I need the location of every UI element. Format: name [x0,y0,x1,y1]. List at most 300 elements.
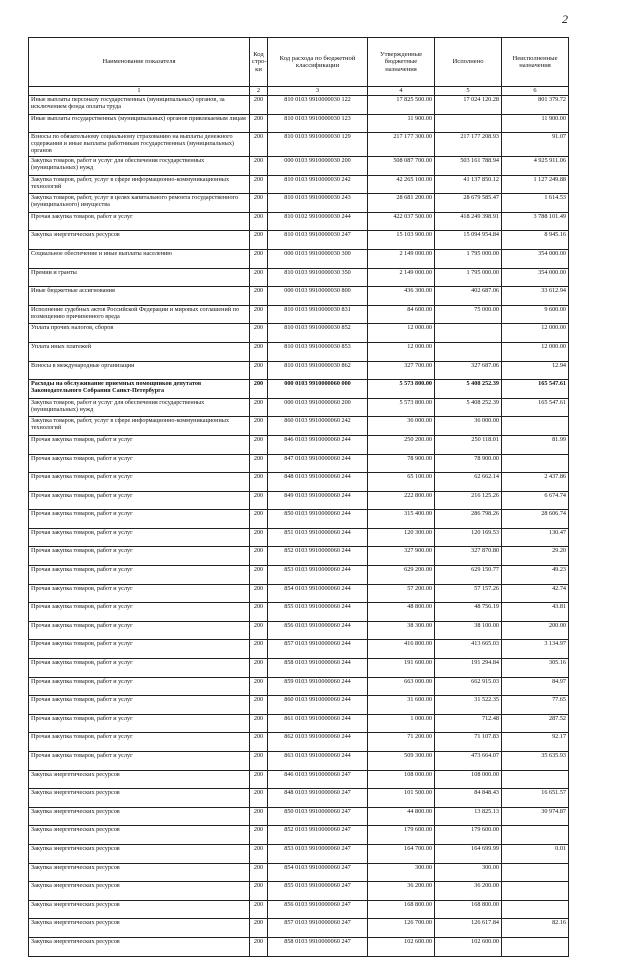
line-code-cell: 200 [250,380,268,399]
unexecuted-amount-cell: 12 000.00 [502,324,569,343]
column-number: 6 [502,87,569,96]
executed-amount-cell: 36 200.00 [435,882,502,901]
table-row [29,863,569,882]
table-row [29,807,569,826]
executed-amount-cell: 168 800.00 [435,900,502,919]
executed-amount-cell: 191 294.84 [435,659,502,678]
line-code-cell: 200 [250,919,268,938]
expense-code-cell: 857 0103 9910000060 244 [268,640,368,659]
expense-code-cell: 850 0103 9910000060 247 [268,807,368,826]
executed-amount-cell: 38 100.00 [435,621,502,640]
approved-amount-cell: 78 900.00 [368,454,435,473]
table-header-row [29,38,569,87]
approved-amount-cell: 38 300.00 [368,621,435,640]
indicator-name-cell: Прочая закупка товаров, работ и услуг [29,547,250,566]
approved-amount-cell: 44 800.00 [368,807,435,826]
executed-amount-cell: 179 600.00 [435,826,502,845]
indicator-name-cell: Прочая закупка товаров, работ и услуг [29,528,250,547]
table-row [29,157,569,176]
expense-code-cell: 861 0103 9910000060 244 [268,714,368,733]
approved-amount-cell: 28 681 200.00 [368,194,435,213]
line-code-cell: 200 [250,133,268,157]
indicator-name-cell: Закупка товаров, работ, услуг в сфере информационно-коммуникационных технологий [29,417,250,436]
expense-code-cell: 860 0103 9910000060 244 [268,696,368,715]
unexecuted-amount-cell: 28 606.74 [502,510,569,529]
table-row [29,398,569,417]
expense-code-cell: 858 0103 9910000060 247 [268,937,368,956]
line-code-cell: 200 [250,268,268,287]
indicator-name-cell: Прочая закупка товаров, работ и услуг [29,566,250,585]
approved-amount-cell: 315 400.00 [368,510,435,529]
indicator-name-cell: Прочая закупка товаров, работ и услуг [29,435,250,454]
approved-amount-cell: 71 200.00 [368,733,435,752]
approved-amount-cell: 168 800.00 [368,900,435,919]
approved-amount-cell: 126 700.00 [368,919,435,938]
expense-code-cell: 859 0103 9910000060 244 [268,677,368,696]
unexecuted-amount-cell: 200.00 [502,621,569,640]
unexecuted-amount-cell: 9 600.00 [502,305,569,324]
expense-code-cell: 000 0103 9910000060 200 [268,398,368,417]
indicator-name-cell: Взносы в международные организации [29,361,250,380]
table-row [29,584,569,603]
expense-code-cell: 849 0103 9910000060 244 [268,491,368,510]
executed-amount-cell: 17 024 120.28 [435,96,502,115]
expense-code-cell: 860 0103 9910000060 242 [268,417,368,436]
column-number: 5 [435,87,502,96]
unexecuted-amount-cell: 4 925 911.06 [502,157,569,176]
executed-amount-cell: 5 408 252.39 [435,380,502,399]
table-row [29,114,569,133]
approved-amount-cell: 17 825 500.00 [368,96,435,115]
table-row [29,305,569,324]
unexecuted-amount-cell [502,454,569,473]
approved-amount-cell: 508 087 700.00 [368,157,435,176]
table-row [29,417,569,436]
executed-amount-cell: 31 522.35 [435,696,502,715]
approved-amount-cell: 1 000.00 [368,714,435,733]
approved-amount-cell: 250 200.00 [368,435,435,454]
line-code-cell: 200 [250,435,268,454]
header-unexecuted: Неисполненные назначения [502,38,569,87]
table-row [29,473,569,492]
unexecuted-amount-cell: 165 547.61 [502,380,569,399]
column-number: 4 [368,87,435,96]
executed-amount-cell: 473 664.07 [435,752,502,771]
expense-code-cell: 853 0103 9910000060 247 [268,844,368,863]
table-row [29,603,569,622]
approved-amount-cell: 191 600.00 [368,659,435,678]
approved-amount-cell: 2 149 000.00 [368,249,435,268]
unexecuted-amount-cell [502,863,569,882]
unexecuted-amount-cell: 16 651.57 [502,789,569,808]
executed-amount-cell: 13 825.13 [435,807,502,826]
approved-amount-cell: 36 000.00 [368,417,435,436]
indicator-name-cell: Прочая закупка товаров, работ и услуг [29,752,250,771]
expense-code-cell: 810 0103 9910000030 243 [268,194,368,213]
executed-amount-cell: 108 000.00 [435,770,502,789]
unexecuted-amount-cell [502,826,569,845]
line-code-cell: 200 [250,114,268,133]
executed-amount-cell: 327 870.80 [435,547,502,566]
executed-amount-cell: 164 699.99 [435,844,502,863]
table-row [29,231,569,250]
unexecuted-amount-cell: 354 000.00 [502,249,569,268]
line-code-cell: 200 [250,175,268,194]
approved-amount-cell: 65 100.00 [368,473,435,492]
table-row [29,826,569,845]
table-row [29,900,569,919]
expense-code-cell: 850 0103 9910000060 244 [268,510,368,529]
table-row [29,342,569,361]
executed-amount-cell: 216 125.26 [435,491,502,510]
indicator-name-cell: Уплата иных платежей [29,342,250,361]
unexecuted-amount-cell: 92.17 [502,733,569,752]
table-row [29,696,569,715]
expense-code-cell: 852 0103 9910000060 244 [268,547,368,566]
executed-amount-cell: 662 915.03 [435,677,502,696]
line-code-cell: 200 [250,844,268,863]
unexecuted-amount-cell [502,937,569,956]
line-code-cell: 200 [250,621,268,640]
line-code-cell: 200 [250,714,268,733]
indicator-name-cell: Прочая закупка товаров, работ и услуг [29,659,250,678]
indicator-name-cell: Премии и гранты [29,268,250,287]
approved-amount-cell: 300.00 [368,863,435,882]
table-row [29,621,569,640]
line-code-cell: 200 [250,807,268,826]
line-code-cell: 200 [250,640,268,659]
line-code-cell: 200 [250,677,268,696]
indicator-name-cell: Прочая закупка товаров, работ и услуг [29,473,250,492]
expense-code-cell: 858 0103 9910000060 244 [268,659,368,678]
line-code-cell: 200 [250,361,268,380]
executed-amount-cell [435,342,502,361]
line-code-cell: 200 [250,937,268,956]
indicator-name-cell: Прочая закупка товаров, работ и услуг [29,212,250,231]
indicator-name-cell: Уплата прочих налогов, сборов [29,324,250,343]
unexecuted-amount-cell [502,417,569,436]
executed-amount-cell [435,114,502,133]
line-code-cell: 200 [250,212,268,231]
expense-code-cell: 855 0103 9910000060 244 [268,603,368,622]
unexecuted-amount-cell: 29.20 [502,547,569,566]
approved-amount-cell: 120 300.00 [368,528,435,547]
indicator-name-cell: Закупка товаров, работ и услуг для обеспечения государственных (муниципальных) нужд [29,157,250,176]
unexecuted-amount-cell [502,770,569,789]
line-code-cell: 200 [250,249,268,268]
expense-code-cell: 847 0103 9910000060 244 [268,454,368,473]
expense-code-cell: 000 0103 9910000030 300 [268,249,368,268]
approved-amount-cell: 416 800.00 [368,640,435,659]
table-row [29,919,569,938]
line-code-cell: 200 [250,473,268,492]
executed-amount-cell: 629 150.77 [435,566,502,585]
unexecuted-amount-cell: 165 547.61 [502,398,569,417]
line-code-cell: 200 [250,900,268,919]
expense-code-cell: 856 0103 9910000060 244 [268,621,368,640]
indicator-name-cell: Прочая закупка товаров, работ и услуг [29,621,250,640]
indicator-name-cell: Социальное обеспечение и иные выплаты населению [29,249,250,268]
expense-code-cell: 810 0103 9910000030 122 [268,96,368,115]
unexecuted-amount-cell: 49.23 [502,566,569,585]
executed-amount-cell: 62 662.14 [435,473,502,492]
approved-amount-cell: 84 600.00 [368,305,435,324]
unexecuted-amount-cell: 2 437.86 [502,473,569,492]
indicator-name-cell: Закупка энергетических ресурсов [29,231,250,250]
column-number: 3 [268,87,368,96]
table-row [29,733,569,752]
table-row [29,175,569,194]
unexecuted-amount-cell: 130.47 [502,528,569,547]
line-code-cell: 200 [250,398,268,417]
approved-amount-cell: 436 300.00 [368,287,435,306]
expense-code-cell: 856 0103 9910000060 247 [268,900,368,919]
approved-amount-cell: 36 200.00 [368,882,435,901]
expense-code-cell: 855 0103 9910000060 247 [268,882,368,901]
table-row [29,789,569,808]
expense-code-cell: 000 0103 9910000030 800 [268,287,368,306]
expense-code-cell: 853 0103 9910000060 244 [268,566,368,585]
line-code-cell: 200 [250,566,268,585]
line-code-cell: 200 [250,324,268,343]
unexecuted-amount-cell: 35 635.93 [502,752,569,771]
line-code-cell: 200 [250,882,268,901]
line-code-cell: 200 [250,194,268,213]
approved-amount-cell: 179 600.00 [368,826,435,845]
indicator-name-cell: Исполнение судебных актов Российской Федерации и мировых соглашений по возмещению причиненного вреда [29,305,250,324]
approved-amount-cell: 102 600.00 [368,937,435,956]
unexecuted-amount-cell: 8 945.16 [502,231,569,250]
executed-amount-cell: 84 848.43 [435,789,502,808]
expense-code-cell: 810 0103 9910000030 853 [268,342,368,361]
header-line-code: Код стро-ки [250,38,268,87]
table-row [29,454,569,473]
expense-code-cell: 810 0103 9910000030 831 [268,305,368,324]
table-row [29,510,569,529]
budget-execution-table [28,37,569,957]
expense-code-cell: 810 0103 9910000030 852 [268,324,368,343]
executed-amount-cell: 300.00 [435,863,502,882]
unexecuted-amount-cell: 43.81 [502,603,569,622]
expense-code-cell: 846 0103 9910000060 247 [268,770,368,789]
line-code-cell: 200 [250,603,268,622]
indicator-name-cell: Закупка энергетических ресурсов [29,807,250,826]
indicator-name-cell: Закупка энергетических ресурсов [29,789,250,808]
approved-amount-cell: 57 200.00 [368,584,435,603]
executed-amount-cell: 712.48 [435,714,502,733]
expense-code-cell: 851 0103 9910000060 244 [268,528,368,547]
unexecuted-amount-cell [502,882,569,901]
approved-amount-cell: 217 177 300.00 [368,133,435,157]
table-body [29,96,569,957]
table-row [29,640,569,659]
executed-amount-cell: 503 161 788.94 [435,157,502,176]
unexecuted-amount-cell: 12 000.00 [502,342,569,361]
executed-amount-cell: 57 157.26 [435,584,502,603]
expense-code-cell: 810 0102 9910000030 244 [268,212,368,231]
approved-amount-cell: 629 200.00 [368,566,435,585]
line-code-cell: 200 [250,863,268,882]
line-code-cell: 200 [250,417,268,436]
line-code-cell: 200 [250,287,268,306]
indicator-name-cell: Прочая закупка товаров, работ и услуг [29,584,250,603]
executed-amount-cell: 1 795 000.00 [435,268,502,287]
indicator-name-cell: Расходы на обслуживание приемных помощников депутатов Законодательного Собрания Санкт-Петербурга [29,380,250,399]
table-row [29,212,569,231]
table-row [29,566,569,585]
table-row [29,770,569,789]
unexecuted-amount-cell: 30 974.87 [502,807,569,826]
unexecuted-amount-cell: 1 127 249.88 [502,175,569,194]
line-code-cell: 200 [250,770,268,789]
executed-amount-cell: 78 900.00 [435,454,502,473]
line-code-cell: 200 [250,305,268,324]
indicator-name-cell: Закупка энергетических ресурсов [29,882,250,901]
indicator-name-cell: Закупка энергетических ресурсов [29,919,250,938]
indicator-name-cell: Иные выплаты персоналу государственных (муниципальных) органов, за исключением фонда оплаты труда [29,96,250,115]
approved-amount-cell: 222 800.00 [368,491,435,510]
indicator-name-cell: Закупка энергетических ресурсов [29,900,250,919]
approved-amount-cell: 108 000.00 [368,770,435,789]
table-row [29,882,569,901]
expense-code-cell: 862 0103 9910000060 244 [268,733,368,752]
column-number: 2 [250,87,268,96]
expense-code-cell: 852 0103 9910000060 247 [268,826,368,845]
executed-amount-cell: 1 795 000.00 [435,249,502,268]
executed-amount-cell: 413 665.03 [435,640,502,659]
unexecuted-amount-cell: 287.52 [502,714,569,733]
approved-amount-cell: 327 900.00 [368,547,435,566]
line-code-cell: 200 [250,510,268,529]
executed-amount-cell: 120 169.53 [435,528,502,547]
expense-code-cell: 810 0103 9910000030 129 [268,133,368,157]
table-row [29,133,569,157]
unexecuted-amount-cell [502,900,569,919]
expense-code-cell: 846 0103 9910000060 244 [268,435,368,454]
line-code-cell: 200 [250,659,268,678]
indicator-name-cell: Прочая закупка товаров, работ и услуг [29,696,250,715]
table-row [29,361,569,380]
unexecuted-amount-cell: 82.16 [502,919,569,938]
table-row [29,491,569,510]
indicator-name-cell: Прочая закупка товаров, работ и услуг [29,733,250,752]
approved-amount-cell: 5 573 800.00 [368,380,435,399]
executed-amount-cell: 102 600.00 [435,937,502,956]
expense-code-cell: 000 0103 9910000030 200 [268,157,368,176]
indicator-name-cell: Прочая закупка товаров, работ и услуг [29,454,250,473]
approved-amount-cell: 42 265 100.00 [368,175,435,194]
executed-amount-cell: 71 107.83 [435,733,502,752]
expense-code-cell: 854 0103 9910000060 247 [268,863,368,882]
table-row [29,324,569,343]
column-number-row [29,87,569,96]
expense-code-cell: 810 0103 9910000030 242 [268,175,368,194]
expense-code-cell: 810 0103 9910000030 247 [268,231,368,250]
executed-amount-cell: 327 687.06 [435,361,502,380]
table-row [29,194,569,213]
executed-amount-cell: 126 617.84 [435,919,502,938]
executed-amount-cell: 250 118.01 [435,435,502,454]
table-row [29,714,569,733]
table-row [29,937,569,956]
line-code-cell: 200 [250,584,268,603]
approved-amount-cell: 164 700.00 [368,844,435,863]
table-row [29,528,569,547]
approved-amount-cell: 101 500.00 [368,789,435,808]
line-code-cell: 200 [250,231,268,250]
indicator-name-cell: Прочая закупка товаров, работ и услуг [29,714,250,733]
indicator-name-cell: Прочая закупка товаров, работ и услуг [29,510,250,529]
indicator-name-cell: Закупка энергетических ресурсов [29,770,250,789]
header-indicator-name: Наименование показателя [29,38,250,87]
executed-amount-cell: 41 137 850.12 [435,175,502,194]
unexecuted-amount-cell: 11 900.00 [502,114,569,133]
page-number: 2 [562,12,568,26]
expense-code-cell: 000 0103 9910000060 000 [268,380,368,399]
indicator-name-cell: Иные бюджетные ассигнования [29,287,250,306]
unexecuted-amount-cell: 354 000.00 [502,268,569,287]
line-code-cell: 200 [250,157,268,176]
expense-code-cell: 810 0103 9910000030 123 [268,114,368,133]
unexecuted-amount-cell: 77.65 [502,696,569,715]
unexecuted-amount-cell: 33 612.94 [502,287,569,306]
indicator-name-cell: Прочая закупка товаров, работ и услуг [29,640,250,659]
approved-amount-cell: 2 149 000.00 [368,268,435,287]
line-code-cell: 200 [250,752,268,771]
line-code-cell: 200 [250,826,268,845]
unexecuted-amount-cell: 84.97 [502,677,569,696]
table-row [29,752,569,771]
unexecuted-amount-cell: 1 614.53 [502,194,569,213]
header-executed: Исполнено [435,38,502,87]
unexecuted-amount-cell: 12.94 [502,361,569,380]
line-code-cell: 200 [250,342,268,361]
header-approved: Утвержденные бюджетные назначения [368,38,435,87]
indicator-name-cell: Иные выплаты государственных (муниципальных) органов привлекаемым лицам [29,114,250,133]
expense-code-cell: 857 0103 9910000060 247 [268,919,368,938]
indicator-name-cell: Закупка товаров, работ и услуг для обеспечения государственных (муниципальных) нужд [29,398,250,417]
approved-amount-cell: 12 000.00 [368,342,435,361]
approved-amount-cell: 422 037 500.00 [368,212,435,231]
expense-code-cell: 848 0103 9910000060 247 [268,789,368,808]
line-code-cell: 200 [250,696,268,715]
indicator-name-cell: Взносы по обязательному социальному страхованию на выплаты денежного содержания и иные выплаты работникам государственных (муниципальных) органов [29,133,250,157]
indicator-name-cell: Закупка энергетических ресурсов [29,863,250,882]
executed-amount-cell: 286 798.26 [435,510,502,529]
unexecuted-amount-cell: 305.16 [502,659,569,678]
expense-code-cell: 810 0103 9910000030 862 [268,361,368,380]
expense-code-cell: 810 0103 9910000030 350 [268,268,368,287]
line-code-cell: 200 [250,96,268,115]
executed-amount-cell: 48 756.19 [435,603,502,622]
indicator-name-cell: Прочая закупка товаров, работ и услуг [29,491,250,510]
table-row [29,96,569,115]
indicator-name-cell: Закупка товаров, работ, услуг в целях капитального ремонта государственного (муниципального) имущества [29,194,250,213]
unexecuted-amount-cell: 42.74 [502,584,569,603]
unexecuted-amount-cell: 801 379.72 [502,96,569,115]
approved-amount-cell: 327 700.00 [368,361,435,380]
table-row [29,547,569,566]
unexecuted-amount-cell: 3 134.97 [502,640,569,659]
executed-amount-cell: 5 408 252.39 [435,398,502,417]
indicator-name-cell: Прочая закупка товаров, работ и услуг [29,677,250,696]
approved-amount-cell: 11 900.00 [368,114,435,133]
header-expense-code: Код расхода по бюджетной классификации [268,38,368,87]
line-code-cell: 200 [250,454,268,473]
approved-amount-cell: 12 000.00 [368,324,435,343]
executed-amount-cell: 36 000.00 [435,417,502,436]
table-row [29,844,569,863]
